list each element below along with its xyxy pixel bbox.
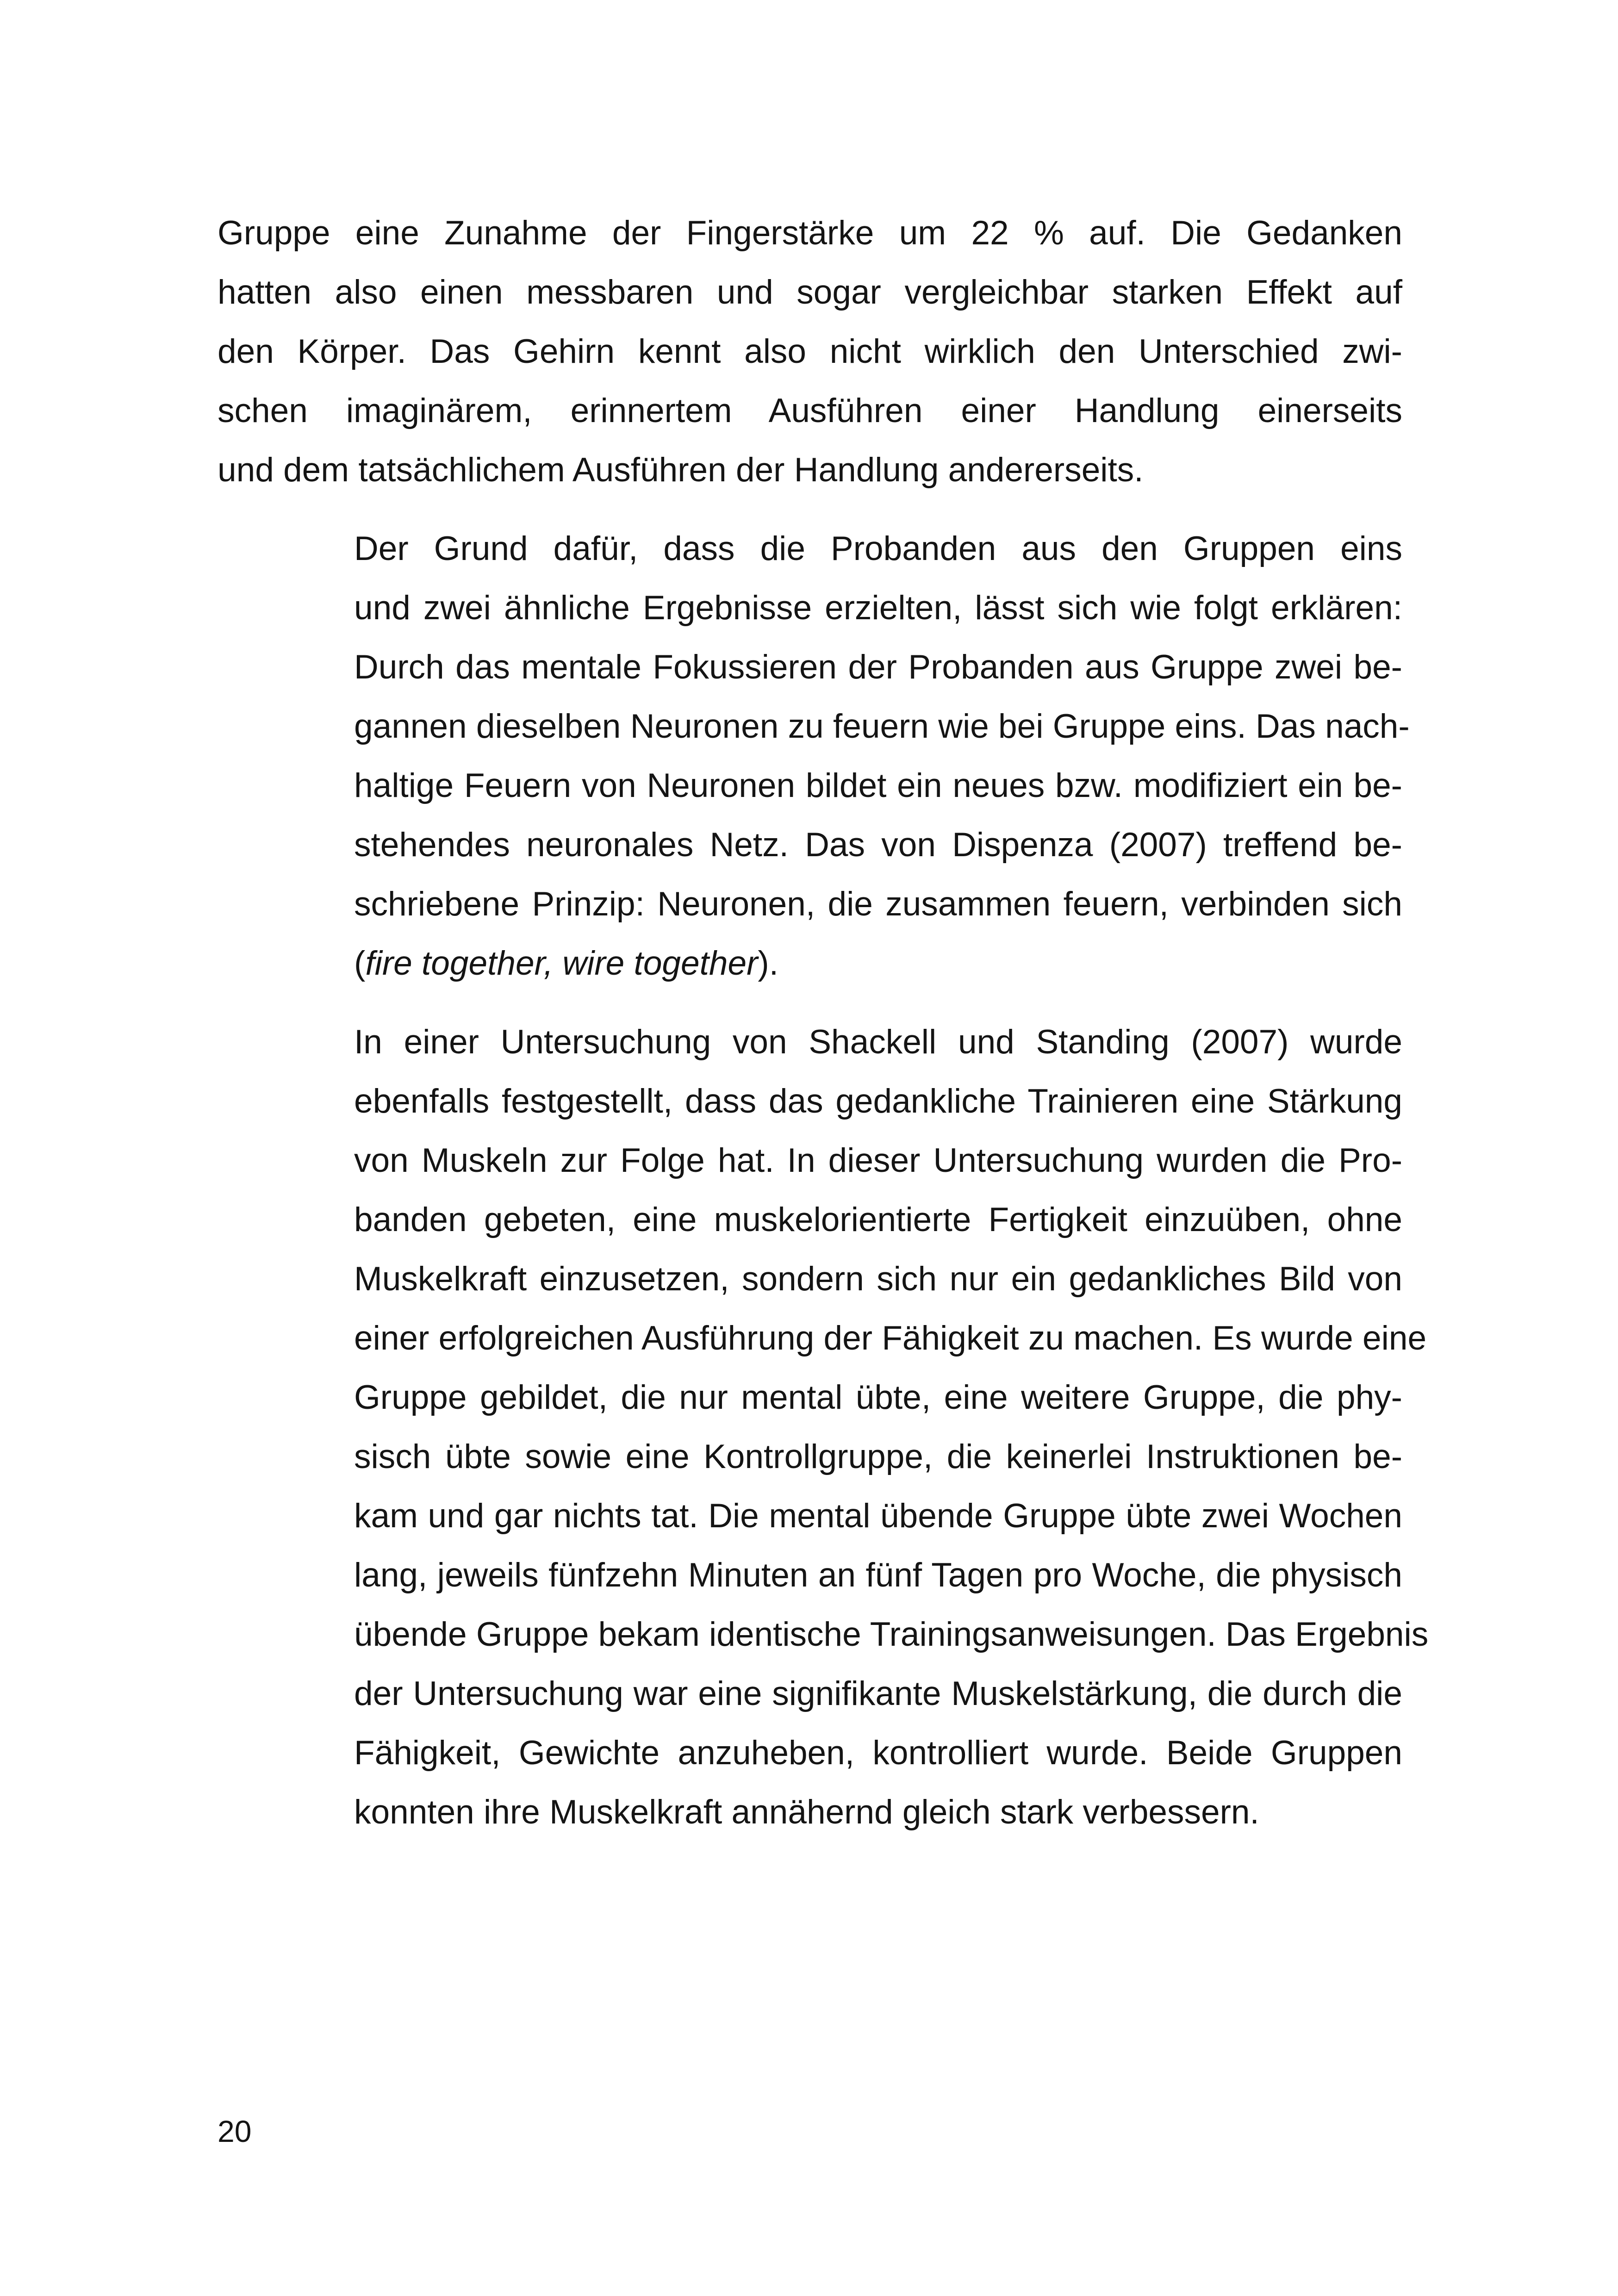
text-line: konnten ihre Muskelkraft annähernd gleich stark verbessern. (354, 1793, 1259, 1831)
text-line: und dem tatsächlichem Ausführen der Handlung andererseits. (218, 451, 1144, 489)
text-line: der Untersuchung war eine signifikante Muskelstärkung, die durch die (354, 1675, 1402, 1712)
text-line: Gruppe gebildet, die nur mental übte, eine weitere Gruppe, die phy- (354, 1379, 1402, 1416)
body-text (218, 204, 1429, 1861)
text-line: haltige Feuern von Neuronen bildet ein neues bzw. modifiziert ein be- (354, 767, 1402, 804)
text-line: Muskelkraft einzusetzen, sondern sich nur ein gedankliches Bild von (354, 1260, 1402, 1298)
paragraph-2 (218, 519, 1410, 993)
text-line: lang, jeweils fünfzehn Minuten an fünf Tagen pro Woche, die physisch (354, 1556, 1402, 1594)
text-line: sisch übte sowie eine Kontrollgruppe, die keinerlei Instruktionen be- (354, 1438, 1402, 1475)
text-line: den Körper. Das Gehirn kennt also nicht wirklich den Unterschied zwi- (218, 333, 1402, 370)
open-paren: ( (354, 945, 366, 982)
page-number: 20 (218, 2114, 252, 2148)
close-paren: ). (758, 945, 778, 982)
text-line: Der Grund dafür, dass die Probanden aus den Gruppen eins (354, 530, 1402, 567)
text-line: Durch das mentale Fokussieren der Probanden aus Gruppe zwei be- (354, 648, 1402, 686)
text-line: von Muskeln zur Folge hat. In dieser Untersuchung wurden die Pro- (354, 1142, 1402, 1179)
text-line: schriebene Prinzip: Neuronen, die zusammen feuern, verbinden sich (354, 885, 1402, 923)
paragraph-3 (218, 1013, 1429, 1842)
text-line: kam und gar nichts tat. Die mental übende Gruppe übte zwei Wochen (354, 1497, 1402, 1535)
text-line: Fähigkeit, Gewichte anzuheben, kontrolliert wurde. Beide Gruppen (354, 1734, 1402, 1772)
text-line: schen imaginärem, erinnertem Ausführen einer Handlung einerseits (218, 392, 1402, 429)
text-line: übende Gruppe bekam identische Trainingsanweisungen. Das Ergebnis (354, 1616, 1429, 1653)
text-line: einer erfolgreichen Ausführung der Fähigkeit zu machen. Es wurde eine (354, 1319, 1427, 1357)
text-line: ebenfalls festgestellt, dass das gedankliche Trainieren eine Stärkung (354, 1083, 1402, 1120)
text-line: gannen dieselben Neuronen zu feuern wie bei Gruppe eins. Das nach- (354, 708, 1410, 745)
text-line: und zwei ähnliche Ergebnisse erzielten, lässt sich wie folgt erklären: (354, 589, 1402, 627)
text-line: Gruppe eine Zunahme der Fingerstärke um 22 % auf. Die Gedanken (218, 214, 1402, 252)
text-line: banden gebeten, eine muskelorientierte Fertigkeit einzuüben, ohne (354, 1201, 1402, 1238)
italic-phrase: fire together, wire together (365, 945, 758, 982)
text-line: stehendes neuronales Netz. Das von Dispenza (2007) treffend be- (354, 826, 1402, 864)
text-line: In einer Untersuchung von Shackell und Standing (2007) wurde (354, 1023, 1402, 1061)
text-line-with-italic (218, 934, 1402, 993)
paragraph-1 (218, 204, 1402, 500)
text-line: hatten also einen messbaren und sogar vergleichbar starken Effekt auf (218, 274, 1402, 311)
